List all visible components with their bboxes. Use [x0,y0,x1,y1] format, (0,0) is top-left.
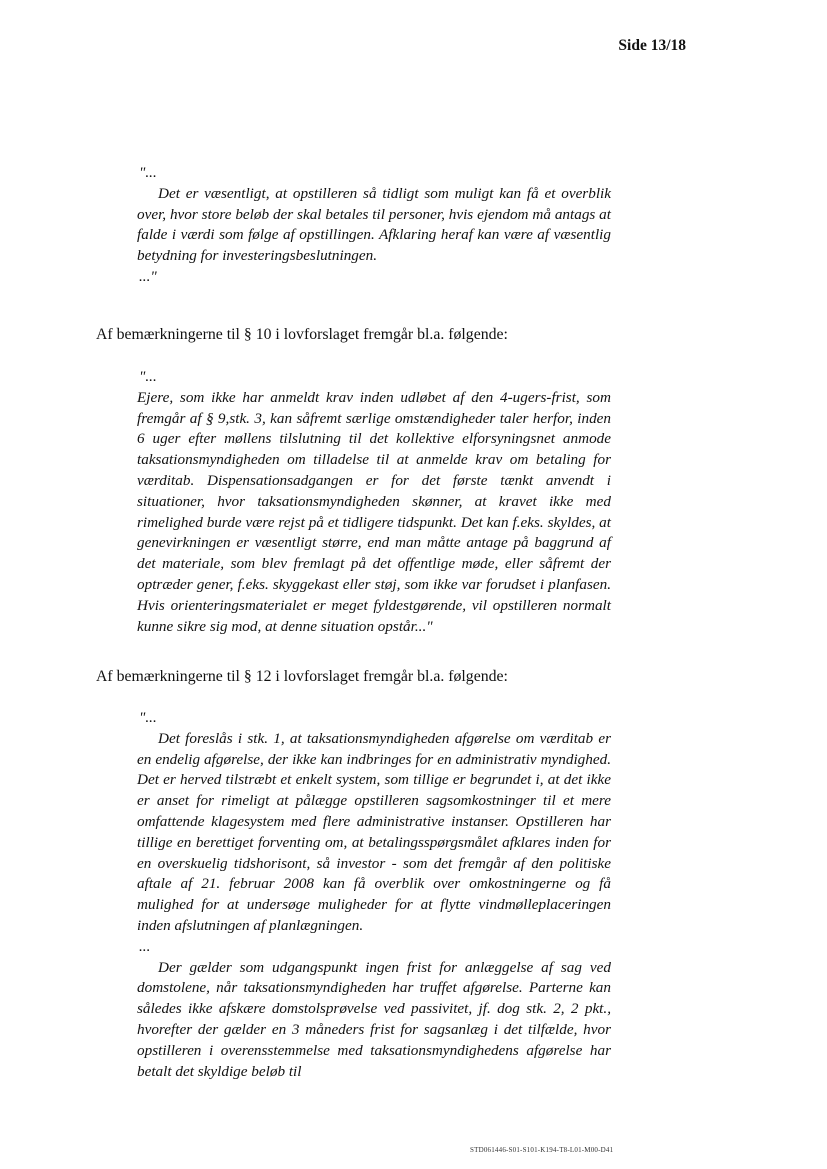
quote-close-mark: ..." [139,267,157,285]
quote-text: Ejere, som ikke har anmeldt krav inden udløbet af den 4-ugers-frist, som fremgår af § 9,stk. 3, kan såfremt særlige omstændigheder taler herfor, inden 6 uger efter møllens tilslutning til det kollektive elforsyningsnet anmode taksationsmyndigheden om tilladelse til at anmelde krav om betaling for værditab. Dispensationsadgangen er for det første tænkt anvendt i situationer, hvor taksationsmyndigheden skønner, at kravet ikke med rimelighed burde være rejst på et tidligere tidspunkt. Det kan f.eks. skyldes, at genevirkningen er væsentligt større, end man måtte antage på baggrund af det materiale, som blev fremlagt på det offentlige møde, eller såfremt der optræder gener, f.eks. skyggekast eller støj, som ikke var forudset i planfasen. Hvis orienteringsmaterialet er meget fyldestgørende, vil opstilleren normalt kunne sikre sig mod, at denne situation opstår..." [137,388,611,635]
document-code: STD061446-S01-S101-K194-T8-L01-M00-D41 [470,1146,614,1154]
quote-block-1 [137,163,611,288]
quote-block-2 [137,367,611,637]
quote-text: Det er væsentligt, at opstilleren så tidligt som muligt kan få et overblik over, hvor store beløb der skal betales til personer, hvis ejendom må antags at falde i værdi som følge af opstillingen. Afklaring heraf kan være af væsentlig betydning for investeringsbeslutningen. [137,184,611,265]
quote-ellipsis: ... [139,937,151,955]
quote-open-mark: "... [139,164,157,181]
quote-text: Det foreslås i stk. 1, at taksationsmyndigheden afgørelse om værditab er en endelig afgørelse, der ikke kan indbringes for en administrativ myndighed. Det er herved tilstræbt et enkelt system, som tillige er begrundet i, at det ikke er anset for rimeligt at pålægge opstilleren sagsomkostninger til et mere omfattende klagesystem med flere administrative instanser. Opstilleren har tillige en berettiget forventing om, at betalingsspørgsmålet afklares inden for en overskuelig tidshorisont, så investor - som det fremgår af den politiske aftale af 21. februar 2008 kan få overblik over omkostningerne og få mulighed for at undersøge muligheder for at flytte vindmølleplaceringen inden afslutningen af planlægningen. [137,729,611,934]
body-paragraph: Af bemærkningerne til § 10 i lovforslaget fremgår bl.a. følgende: [96,326,508,343]
quote-open-mark: "... [139,368,157,385]
body-paragraph: Af bemærkningerne til § 12 i lovforslaget fremgår bl.a. følgende: [96,668,508,685]
quote-block-3 [137,708,611,1082]
quote-open-mark: "... [139,709,157,726]
quote-text: Der gælder som udgangspunkt ingen frist for anlæggelse af sag ved domstolene, når taksationsmyndigheden har truffet afgørelse. Parterne kan således ikke afskære domstolsprøvelse ved passivitet, jf. dog stk. 2, 2 pkt., hvorefter der gælder en 3 måneders frist for sagsanlæg i det tilfælde, hvor opstilleren i overensstemmelse med taksationsmyndighedens afgørelse har betalt det skyldige beløb til [137,958,611,1080]
page-number: Side 13/18 [618,37,686,54]
